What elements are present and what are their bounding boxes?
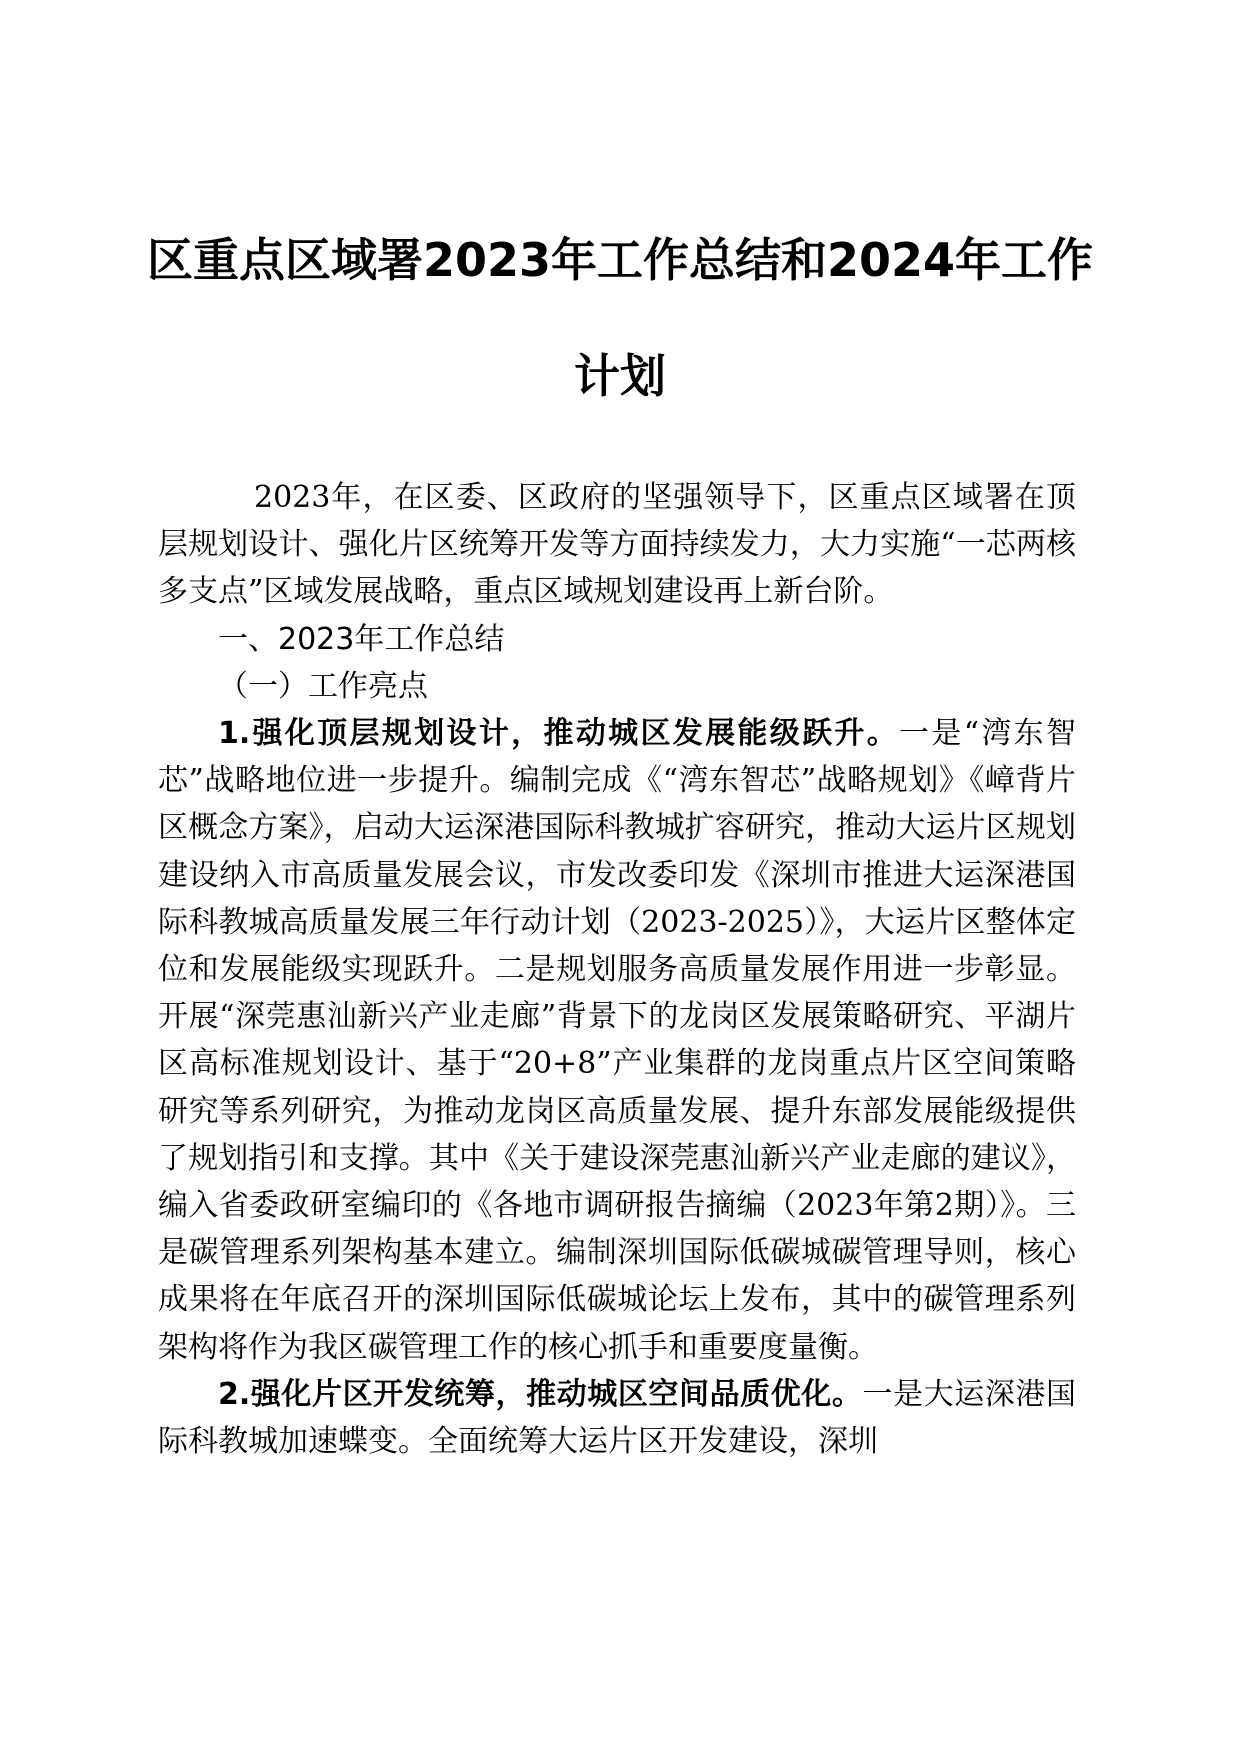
intro-paragraph: 2023年，在区委、区政府的坚强领导下，区重点区域署在顶层规划设计、强化片区统筹开发等方面持续发力，大力实施“一芯两核多支点”区域发展战略，重点区域规划建设再上新台阶。	[158, 480, 1076, 610]
document-body	[158, 474, 1076, 1465]
item-2-text: 一是大运深港国际科教城加速蝶变。全面统筹大运片区开发建设，深圳	[158, 1376, 1076, 1460]
item-2-lead: 2.强化片区开发统筹，推动城区空间品质优化。	[218, 1376, 863, 1412]
item-1-lead: 1.强化顶层规划设计，推动城区发展能级跃升。	[218, 716, 900, 752]
subsection-heading-highlights: （一）工作亮点	[218, 668, 428, 704]
document-title-line-2: 计划	[574, 349, 666, 403]
item-2-paragraph	[158, 1371, 1076, 1465]
section-heading-work-summary: 一、2023年工作总结	[218, 621, 505, 657]
item-1-paragraph	[158, 710, 1076, 1371]
item-1-text: 一是“湾东智芯”战略地位进一步提升。编制完成《“湾东智芯”战略规划》《嶂背片区概念方案》，启动大运深港国际科教城扩容研究，推动大运片区规划建设纳入市高质量发展会议，市发改委印发《深圳市推进大运深港国际科教城高质量发展三年行动计划（2023-2025）》，大运片区整体定位和发展能级实现跃升。二是规划服务高质量发展作用进一步彰显。开展“深莞惠汕新兴产业走廊”背景下的龙岗区发展策略研究、平湖片区高标准规划设计、基于“20+8”产业集群的龙岗重点片区空间策略研究等系列研究，为推动龙岗区高质量发展、提升东部发展能级提供了规划指引和支撑。其中《关于建设深莞惠汕新兴产业走廊的建议》，编入省委政研室编印的《各地市调研报告摘编（2023年第2期）》。三是碳管理系列架构基本建立。编制深圳国际低碳城碳管理导则，核心成果将在年底召开的深圳国际低碳城论坛上发布，其中的碳管理系列架构将作为我区碳管理工作的核心抓手和重要度量衡。	[158, 716, 1076, 1365]
document-title-line-1: 区重点区域署2023年工作总结和2024年工作	[146, 233, 1094, 287]
